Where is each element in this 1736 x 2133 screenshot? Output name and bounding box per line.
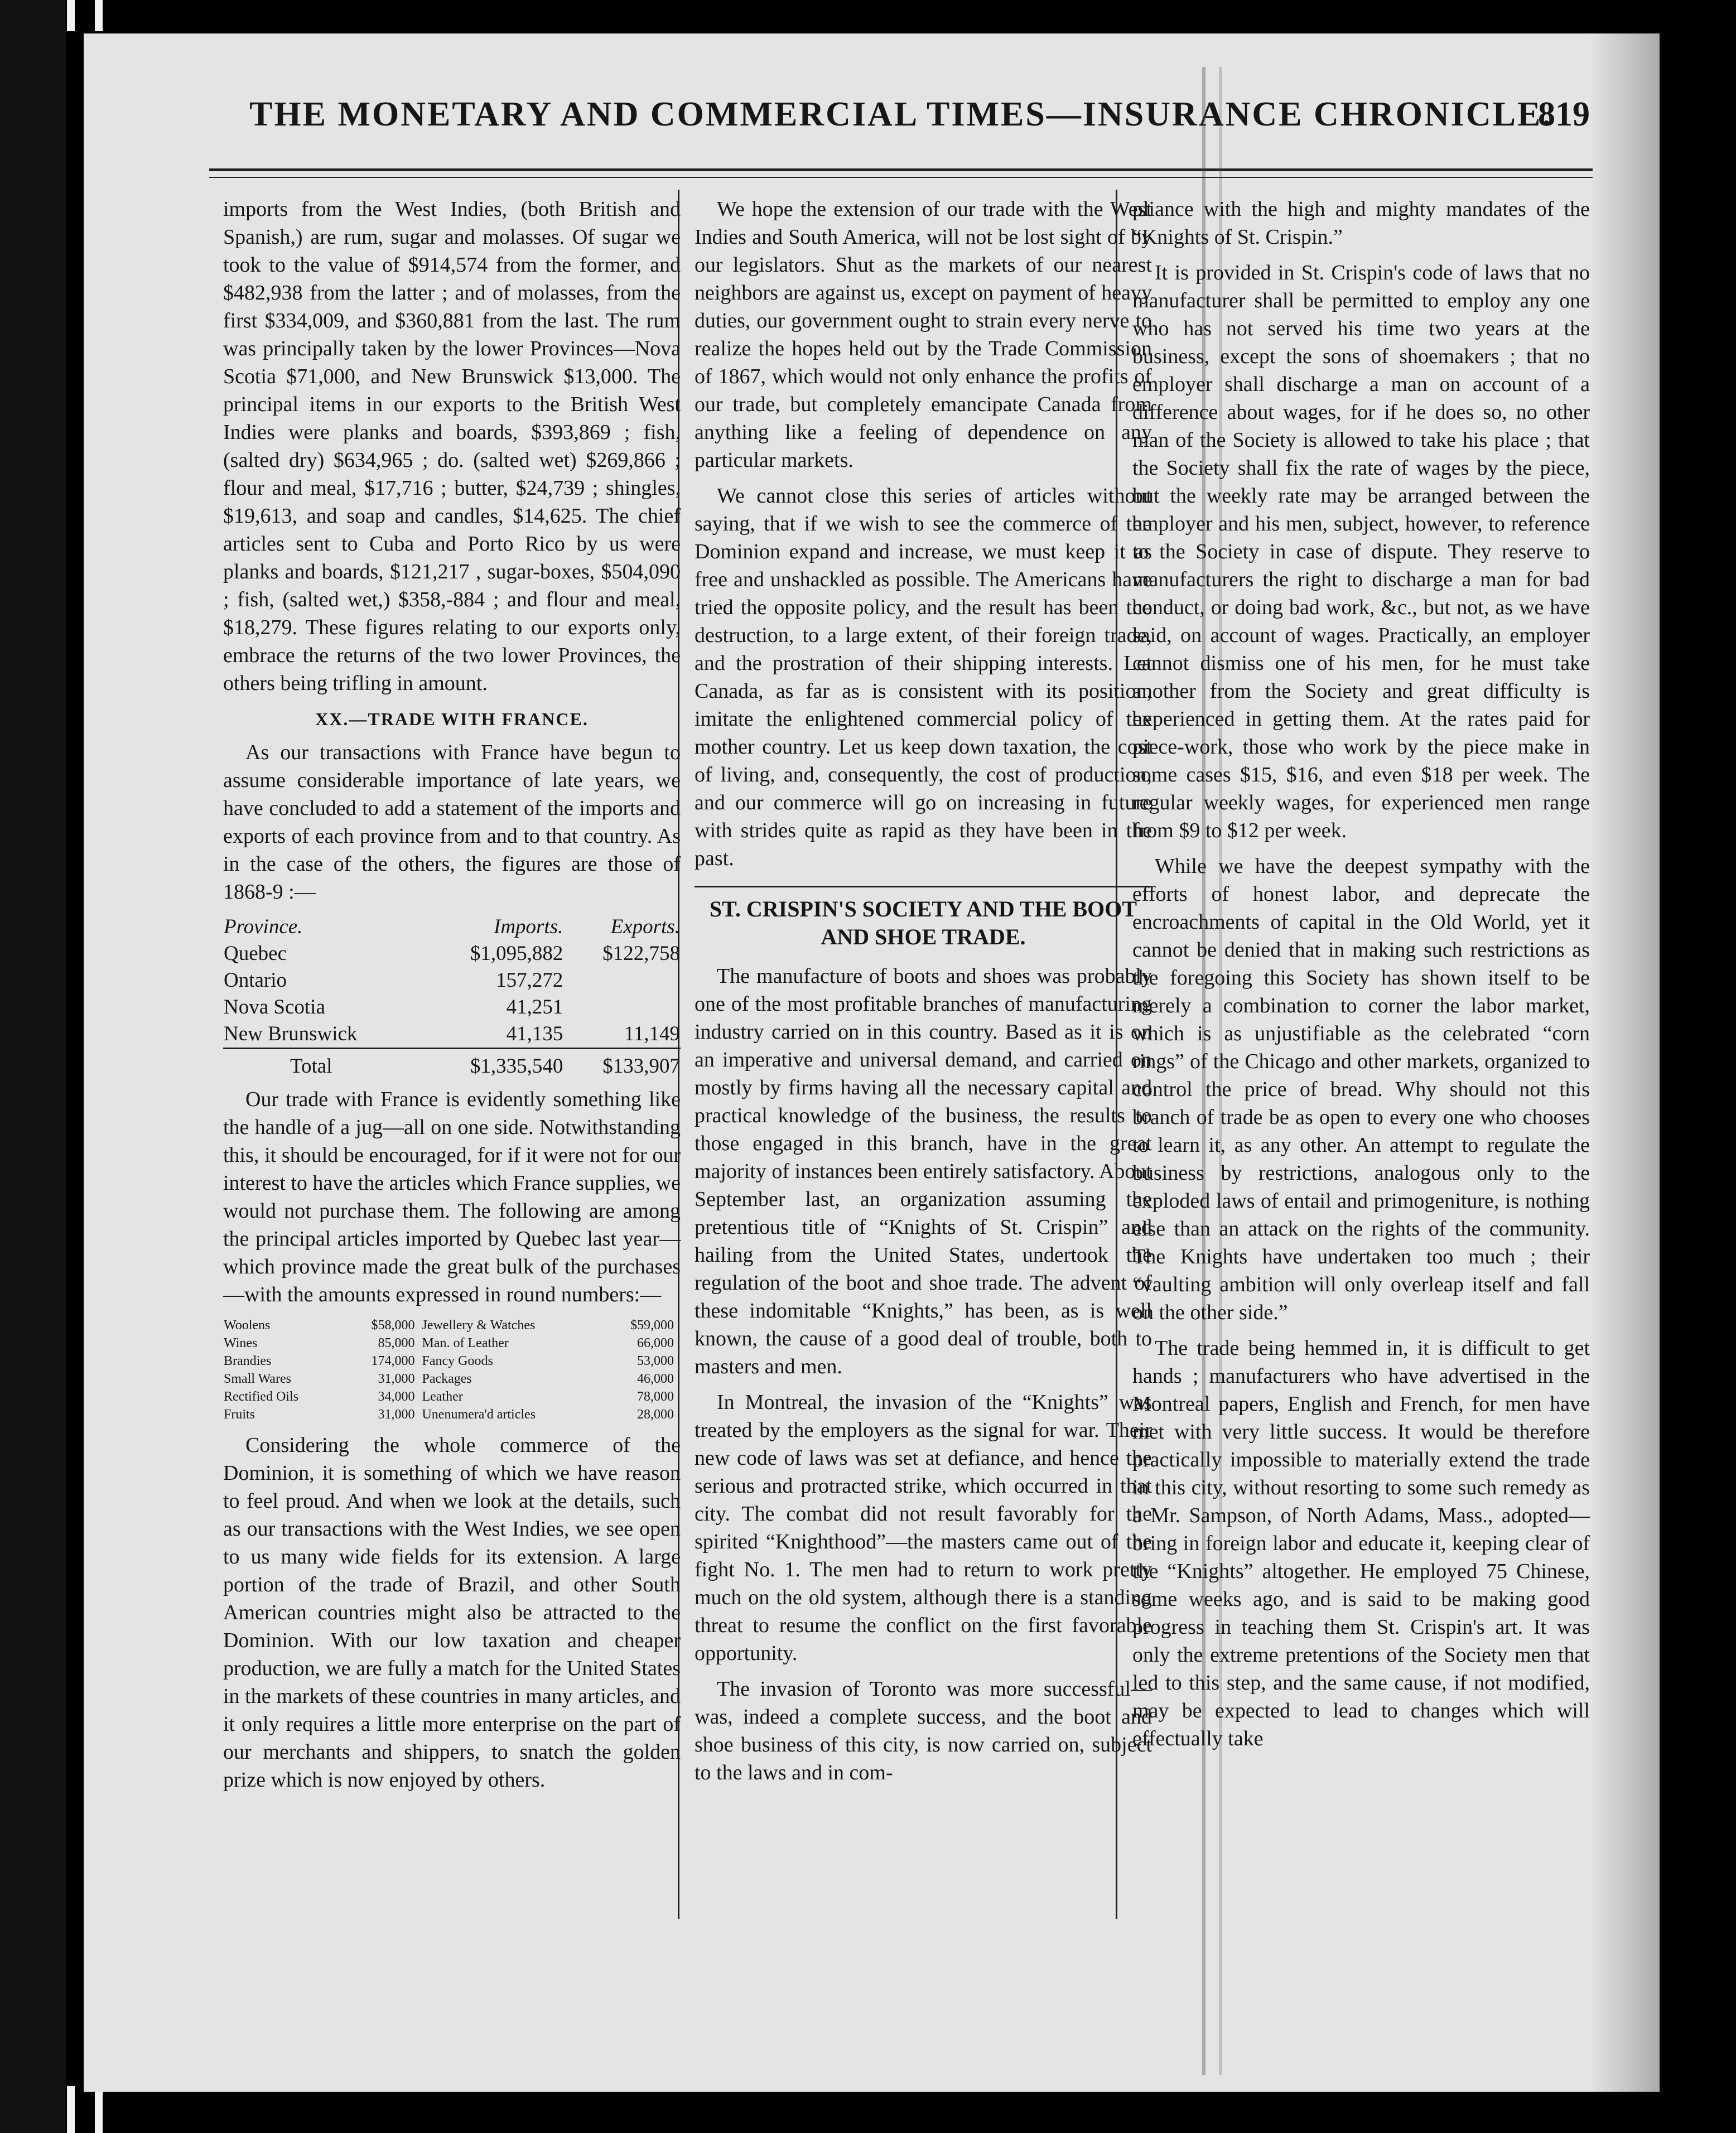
table-row [223, 940, 681, 967]
item-value: 31,000 [378, 1372, 415, 1386]
exports-cell: $122,758 [602, 942, 680, 965]
item-value: $59,000 [630, 1318, 674, 1333]
column-3 [1132, 195, 1590, 1760]
total-exports: $133,907 [563, 1049, 681, 1080]
item-value: 31,000 [378, 1407, 415, 1422]
item-value: 78,000 [637, 1389, 674, 1404]
item-name: Woolens [224, 1318, 271, 1333]
province-cell: Quebec [224, 942, 287, 965]
newspaper-page [84, 33, 1660, 2092]
paragraph: As our transactions with France have begun to assume considerable importance of late years, we have concluded to add a statement of the imports and exports of each province from and to that country. As in the case of the others, the figures are those of 1868-9 :— [223, 741, 681, 904]
province-cell: New Brunswick [224, 1022, 358, 1045]
item-value: 46,000 [637, 1372, 674, 1386]
paragraph: We hope the extension of our trade with the West Indies and South America, will not be lost sight of by our legislators. Shut as the markets of our nearest neighbors are against us, except on payment of heavy duties, our government ought to strain every nerve to realize the hopes held out by the Trade Commission of 1867, which would not only enhance the profits of our trade, but completely emancipate Canada from anything like a feeling of dependence on any particular markets. [695, 197, 1152, 472]
table-row [223, 967, 681, 994]
paragraph: The trade being hemmed in, it is difficult to get hands ; manufacturers who have advertised in the Montreal papers, English and French, for men have met with very little success. It would be therefore practically impossible to materially extend the trade in this city, without resorting to some such remedy as a Mr. Sampson, of North Adams, Mass., adopted—bring in foreign labor and educate it, keeping clear of the “Knights” altogether. He employed 75 Chinese, some weeks ago, and is said to be making good progress in teaching them St. Crispin's art. It was only the extreme pretentions of the Society men that led to this step, and the same cause, if not modified, may be expected to lead to changes which will effectually take [1132, 1336, 1590, 1750]
paragraph: Our trade with France is evidently something like the handle of a jug—all on one side. Notwithstanding this, it should be encouraged, for if it were not for our interest to have the articles which France supplies, we would not purchase them. The following are among the principal articles imported by Quebec last year—which province made the great bulk of the purchases—with the amounts expressed in round numbers:— [223, 1088, 681, 1306]
item-name: Wines [224, 1336, 258, 1350]
film-mark [95, 2086, 103, 2133]
item-name: Leather [422, 1389, 463, 1404]
table-row [223, 994, 681, 1021]
province-cell: Nova Scotia [224, 996, 325, 1019]
item-value: 66,000 [637, 1336, 674, 1350]
header-rule [209, 168, 1593, 178]
item-name: Packages [422, 1372, 472, 1386]
imports-cell: 41,135 [506, 1022, 563, 1045]
film-mark [95, 0, 103, 31]
paragraph: imports from the West Indies, (both British and Spanish,) are rum, sugar and molasses. Of sugar we took to the value of $914,574 from the former, and $482,938 from the latter ; and of molasses, from the first $334,009, and $360,881 from the last. The rum was principally taken by the lower Provinces—Nova Scotia $71,000, and New Brunswick $13,000. The principal items in our exports to the British West Indies were planks and boards, $393,869 ; fish, (salted dry) $634,965 ; do. (salted wet) $269,866 ; flour and meal, $17,716 ; butter, $24,739 ; shingles, $19,613, and soap and candles, $14,625. The chief articles sent to Cuba and Porto Rico by us were planks and boards, $121,217 , sugar-boxes, $504,090 ; fish, (salted wet,) $358,-884 ; and flour and meal, $18,279. These figures relating to our exports only, embrace the returns of the two lower Provinces, the others being trifling in amount. [223, 197, 681, 695]
paragraph: pliance with the high and mighty mandates of the “Knights of St. Crispin.” [1132, 197, 1590, 249]
facing-page-edge [0, 0, 66, 2133]
column-2 [695, 195, 1152, 1794]
item-value: $58,000 [371, 1318, 415, 1333]
table-row [223, 1334, 681, 1352]
paragraph: Considering the whole commerce of the Dominion, it is something of which we have reason to feel proud. And when we look at the details, such as our transactions with the West Indies, we see open to us many wide fields for its extension. A large portion of the trade of Brazil, and other South American countries might also be attracted to the Dominion. With our low taxation and cheaper production, we are fully a match for the United States in the markets of these countries in many articles, and it only requires a little more enterprise on the part of our merchants and shippers, to snatch the golden prize which is now enjoyed by others. [223, 1434, 681, 1792]
articles-imported-table [223, 1316, 681, 1423]
table-row [223, 1370, 681, 1388]
paragraph: While we have the deepest sympathy with the efforts of honest labor, and deprecate the encroachments of capital in the Old World, yet it cannot be denied that in making such restrictions as the foregoing this Society has shown itself to be merely a combination to corner the labor market, which is as unjustifiable as the celebrated “corn rings” of the Chicago and other markets, organized to control the price of bread. Why should not this branch of trade be as open to every one who chooses to learn it, as any other. An attempt to regulate the business by restrictions, analogous only to the exploded laws of entail and primogeniture, is nothing else than an attack on the rights of the community. The Knights have undertaken too much ; their “vaulting ambition will only overleap itself and fall on the other side.” [1132, 855, 1590, 1324]
item-value: 28,000 [637, 1407, 674, 1422]
table-row [223, 1316, 681, 1334]
page-number: 819 [1538, 95, 1590, 133]
paragraph: We cannot close this series of articles without saying, that if we wish to see the commerce of the Dominion expand and increase, we must keep it as free and unshackled as possible. The Americans have tried the opposite policy, and the result has been the destruction, to a large extent, of their foreign trade, and the prostration of their shipping interests. Let Canada, as far as is consistent with its position, imitate the enlightened commercial policy of the mother country. Let us keep down taxation, the cost of living, and, consequently, the cost of production, and our commerce will go on increasing in future with strides quite as rapid as they have been in the past. [695, 484, 1152, 870]
imports-cell: 157,272 [496, 969, 563, 992]
table-header-row [223, 914, 681, 940]
running-title: THE MONETARY AND COMMERCIAL TIMES—INSURANCE CHRONICLE. [249, 95, 1552, 133]
france-trade-table [223, 914, 681, 1080]
item-name: Unenumera'd articles [422, 1407, 536, 1422]
item-name: Fruits [224, 1407, 255, 1422]
item-name: Fancy Goods [422, 1354, 493, 1368]
item-value: 53,000 [637, 1354, 674, 1368]
column-header: Exports. [610, 915, 680, 938]
paragraph: It is provided in St. Crispin's code of laws that no manufacturer shall be permitted to employ any one who has not served his time two years at the business, except the sons of shoemakers ; that no employer shall discharge a man on account of a difference about wages, for if he does so, no other man of the Society is allowed to take his place ; that the Society shall fix the rate of wages by the piece, but the weekly rate may be arranged between the employer and his men, subject, however, to reference to the Society in case of dispute. They reserve to manufacturers the right to discharge a man for bad conduct, or doing bad work, &c., but not, as we have said, on account of wages. Practically, an employer cannot dismiss one of his men, for he must take another from the Society and great difficulty is experienced in getting them. At the rates paid for piece-work, those who work by the piece make in some cases $15, $16, and even $18 per week. The regular weekly wages, for experienced men range from $9 to $12 per week. [1132, 261, 1590, 842]
table-row [223, 1388, 681, 1406]
film-mark [67, 0, 75, 31]
column-1 [223, 195, 681, 1802]
column-header: Province. [224, 915, 303, 938]
total-imports: $1,335,540 [424, 1049, 564, 1080]
imports-cell: 41,251 [506, 996, 563, 1019]
column-header: Imports. [494, 915, 563, 938]
exports-cell: 11,149 [624, 1022, 680, 1045]
item-value: 34,000 [378, 1389, 415, 1404]
article-title: ST. CRISPIN'S SOCIETY AND THE BOOT AND SHOE TRADE. [695, 886, 1152, 951]
item-value: 85,000 [378, 1336, 415, 1350]
paragraph: In Montreal, the invasion of the “Knights” was treated by the employers as the signal for war. Their new code of laws was set at defiance, and hence the serious and protracted strike, which occurred in that city. The combat did not result favorably for the spirited “Knighthood”—the masters came out of the fight No. 1. The men had to return to work pretty much on the old system, although there is a standing threat to resume the conflict on the first favorable opportunity. [695, 1391, 1152, 1665]
table-row [223, 1021, 681, 1049]
paragraph: The manufacture of boots and shoes was probably one of the most profitable branches of manufacturing industry carried on in this country. Based as it is on an imperative and universal demand, and carried on mostly by firms having all the necessary capital and practical knowledge of the business, the results to those engaged in this branch, have in the great majority of instances been entirely satisfactory. About September last, an organization assuming the pretentious title of “Knights of St. Crispin” and hailing from the United States, undertook the regulation of the boot and shoe trade. The advent of these indomitable “Knights,” has been, as is well known, the cause of a good deal of trouble, both to masters and men. [695, 964, 1152, 1378]
item-name: Man. of Leather [422, 1336, 509, 1350]
imports-cell: $1,095,882 [470, 942, 563, 965]
province-cell: Ontario [224, 969, 287, 992]
item-name: Small Wares [224, 1372, 291, 1386]
table-row [223, 1406, 681, 1423]
item-value: 174,000 [371, 1354, 415, 1368]
item-name: Jewellery & Watches [422, 1318, 536, 1333]
paragraph: The invasion of Toronto was more successful—was, indeed a complete success, and the boot and shoe business of this city, is now carried on, subject to the laws and in com- [695, 1677, 1152, 1784]
exports-cell [563, 994, 681, 1021]
table-row [223, 1352, 681, 1370]
item-name: Rectified Oils [224, 1389, 298, 1404]
total-label: Total [223, 1049, 424, 1080]
film-mark [67, 2086, 75, 2133]
page-header [212, 95, 1590, 162]
item-name: Brandies [224, 1354, 272, 1368]
table-total-row [223, 1049, 681, 1080]
section-heading: XX.—TRADE WITH FRANCE. [315, 709, 589, 729]
exports-cell [563, 967, 681, 994]
